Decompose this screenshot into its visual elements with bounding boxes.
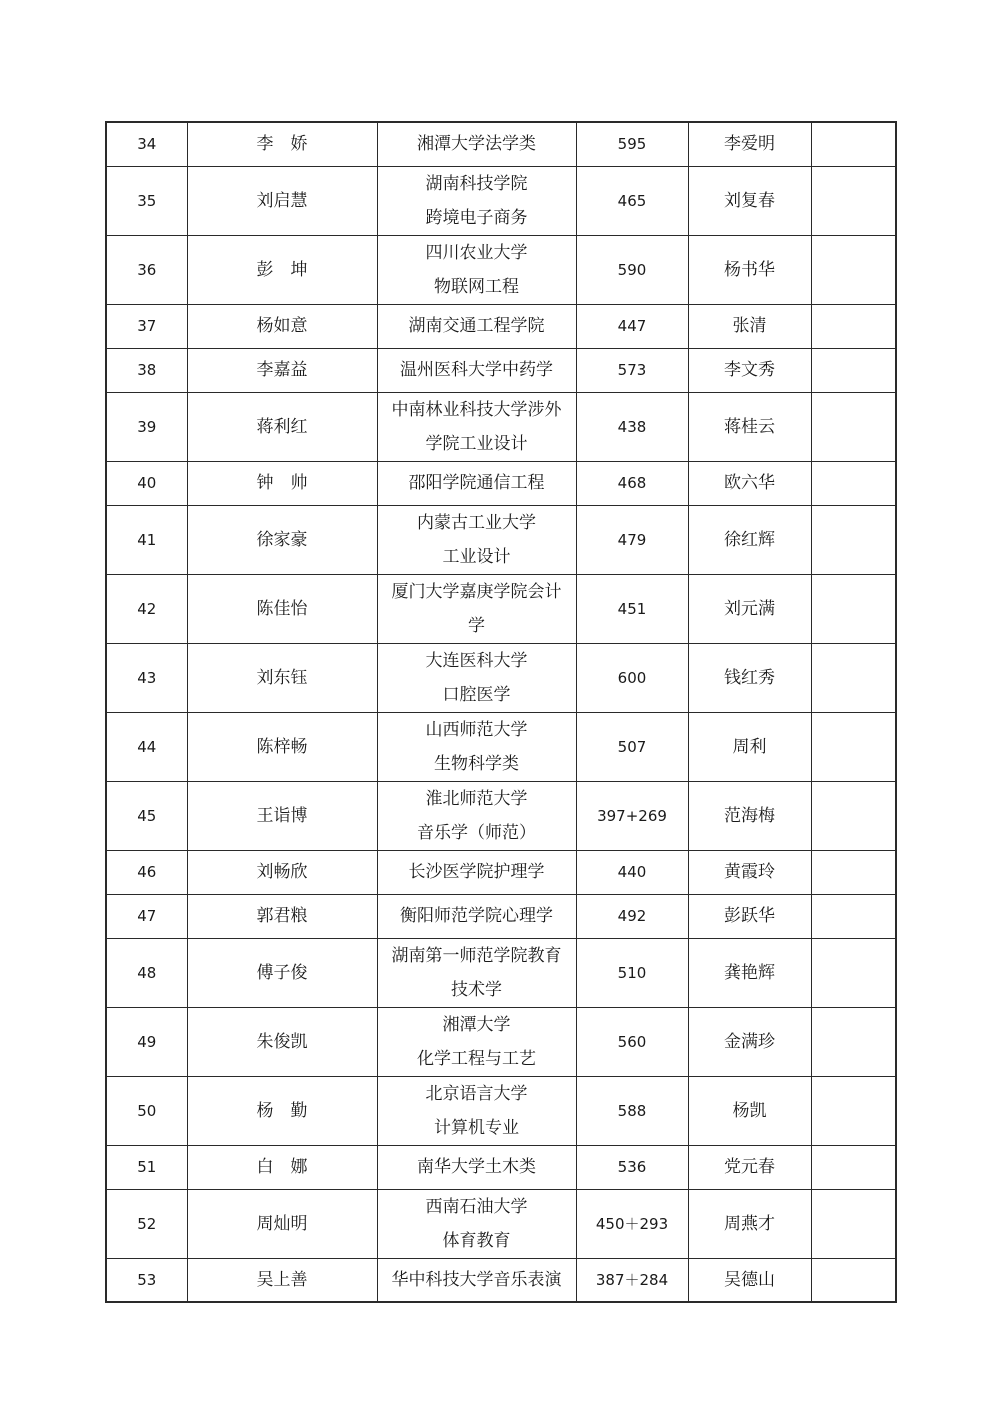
remark-cell <box>811 894 896 938</box>
remark-cell <box>811 1076 896 1145</box>
student-name-cell: 蒋利红 <box>187 392 377 461</box>
row-number-cell: 53 <box>106 1258 187 1302</box>
table-row <box>106 1189 896 1258</box>
student-name-cell: 刘启慧 <box>187 166 377 235</box>
table-row <box>106 574 896 643</box>
table-row <box>106 166 896 235</box>
remark-cell <box>811 348 896 392</box>
row-number-cell: 45 <box>106 781 187 850</box>
exam-score-cell: 595 <box>576 122 688 166</box>
exam-score-cell: 536 <box>576 1145 688 1189</box>
table-row <box>106 392 896 461</box>
row-number-cell: 39 <box>106 392 187 461</box>
student-name-cell: 白 娜 <box>187 1145 377 1189</box>
parent-name-cell: 龚艳辉 <box>688 938 811 1007</box>
admitted-school-cell: 淮北师范大学 音乐学（师范） <box>377 781 576 850</box>
admitted-school-cell: 衡阳师范学院心理学 <box>377 894 576 938</box>
row-number-cell: 48 <box>106 938 187 1007</box>
parent-name-cell: 张清 <box>688 304 811 348</box>
row-number-cell: 38 <box>106 348 187 392</box>
admitted-school-cell: 大连医科大学 口腔医学 <box>377 643 576 712</box>
remark-cell <box>811 938 896 1007</box>
admitted-school-cell: 西南石油大学 体育教育 <box>377 1189 576 1258</box>
row-number-cell: 49 <box>106 1007 187 1076</box>
table-row <box>106 348 896 392</box>
student-name-cell: 王诣博 <box>187 781 377 850</box>
admitted-school-cell: 湘潭大学法学类 <box>377 122 576 166</box>
parent-name-cell: 李文秀 <box>688 348 811 392</box>
student-name-cell: 傅子俊 <box>187 938 377 1007</box>
exam-score-cell: 465 <box>576 166 688 235</box>
parent-name-cell: 吴德山 <box>688 1258 811 1302</box>
remark-cell <box>811 781 896 850</box>
roster-table <box>105 121 897 1303</box>
row-number-cell: 42 <box>106 574 187 643</box>
table-row <box>106 1145 896 1189</box>
parent-name-cell: 蒋桂云 <box>688 392 811 461</box>
parent-name-cell: 杨书华 <box>688 235 811 304</box>
admitted-school-cell: 北京语言大学 计算机专业 <box>377 1076 576 1145</box>
table-row <box>106 1076 896 1145</box>
student-name-cell: 刘畅欣 <box>187 850 377 894</box>
table-row <box>106 938 896 1007</box>
remark-cell <box>811 712 896 781</box>
remark-cell <box>811 1145 896 1189</box>
table-row <box>106 1007 896 1076</box>
row-number-cell: 43 <box>106 643 187 712</box>
student-name-cell: 陈佳怡 <box>187 574 377 643</box>
exam-score-cell: 507 <box>576 712 688 781</box>
row-number-cell: 47 <box>106 894 187 938</box>
admitted-school-cell: 华中科技大学音乐表演 <box>377 1258 576 1302</box>
remark-cell <box>811 1189 896 1258</box>
remark-cell <box>811 392 896 461</box>
exam-score-cell: 447 <box>576 304 688 348</box>
table-row <box>106 505 896 574</box>
remark-cell <box>811 850 896 894</box>
remark-cell <box>811 304 896 348</box>
exam-score-cell: 510 <box>576 938 688 1007</box>
parent-name-cell: 徐红辉 <box>688 505 811 574</box>
row-number-cell: 46 <box>106 850 187 894</box>
exam-score-cell: 397+269 <box>576 781 688 850</box>
remark-cell <box>811 1007 896 1076</box>
student-name-cell: 李嘉益 <box>187 348 377 392</box>
student-name-cell: 刘东钰 <box>187 643 377 712</box>
admitted-school-cell: 邵阳学院通信工程 <box>377 461 576 505</box>
table-row <box>106 643 896 712</box>
exam-score-cell: 450＋293 <box>576 1189 688 1258</box>
admitted-school-cell: 内蒙古工业大学 工业设计 <box>377 505 576 574</box>
remark-cell <box>811 643 896 712</box>
parent-name-cell: 周利 <box>688 712 811 781</box>
row-number-cell: 37 <box>106 304 187 348</box>
admitted-school-cell: 长沙医学院护理学 <box>377 850 576 894</box>
table-row <box>106 122 896 166</box>
admitted-school-cell: 南华大学土木类 <box>377 1145 576 1189</box>
table-row <box>106 1258 896 1302</box>
remark-cell <box>811 235 896 304</box>
remark-cell <box>811 461 896 505</box>
parent-name-cell: 黄霞玲 <box>688 850 811 894</box>
row-number-cell: 36 <box>106 235 187 304</box>
exam-score-cell: 451 <box>576 574 688 643</box>
row-number-cell: 50 <box>106 1076 187 1145</box>
student-name-cell: 杨如意 <box>187 304 377 348</box>
student-name-cell: 朱俊凯 <box>187 1007 377 1076</box>
parent-name-cell: 党元春 <box>688 1145 811 1189</box>
row-number-cell: 41 <box>106 505 187 574</box>
row-number-cell: 40 <box>106 461 187 505</box>
remark-cell <box>811 574 896 643</box>
student-name-cell: 钟 帅 <box>187 461 377 505</box>
remark-cell <box>811 505 896 574</box>
exam-score-cell: 479 <box>576 505 688 574</box>
exam-score-cell: 492 <box>576 894 688 938</box>
student-name-cell: 周灿明 <box>187 1189 377 1258</box>
admitted-school-cell: 山西师范大学 生物科学类 <box>377 712 576 781</box>
remark-cell <box>811 1258 896 1302</box>
table-row <box>106 461 896 505</box>
admitted-school-cell: 湘潭大学 化学工程与工艺 <box>377 1007 576 1076</box>
admitted-school-cell: 湖南科技学院 跨境电子商务 <box>377 166 576 235</box>
student-name-cell: 杨 勤 <box>187 1076 377 1145</box>
remark-cell <box>811 166 896 235</box>
row-number-cell: 51 <box>106 1145 187 1189</box>
row-number-cell: 44 <box>106 712 187 781</box>
exam-score-cell: 590 <box>576 235 688 304</box>
admitted-school-cell: 湖南交通工程学院 <box>377 304 576 348</box>
parent-name-cell: 欧六华 <box>688 461 811 505</box>
exam-score-cell: 438 <box>576 392 688 461</box>
admitted-school-cell: 四川农业大学 物联网工程 <box>377 235 576 304</box>
admitted-school-cell: 湖南第一师范学院教育 技术学 <box>377 938 576 1007</box>
exam-score-cell: 600 <box>576 643 688 712</box>
remark-cell <box>811 122 896 166</box>
table-row <box>106 781 896 850</box>
parent-name-cell: 周燕才 <box>688 1189 811 1258</box>
admitted-school-cell: 中南林业科技大学涉外 学院工业设计 <box>377 392 576 461</box>
exam-score-cell: 440 <box>576 850 688 894</box>
parent-name-cell: 钱红秀 <box>688 643 811 712</box>
table-row <box>106 235 896 304</box>
parent-name-cell: 金满珍 <box>688 1007 811 1076</box>
row-number-cell: 35 <box>106 166 187 235</box>
student-name-cell: 陈梓畅 <box>187 712 377 781</box>
table-row <box>106 712 896 781</box>
table-row <box>106 894 896 938</box>
student-name-cell: 李 娇 <box>187 122 377 166</box>
student-name-cell: 吴上善 <box>187 1258 377 1302</box>
parent-name-cell: 彭跃华 <box>688 894 811 938</box>
admitted-school-cell: 温州医科大学中药学 <box>377 348 576 392</box>
student-name-cell: 彭 坤 <box>187 235 377 304</box>
row-number-cell: 34 <box>106 122 187 166</box>
admitted-school-cell: 厦门大学嘉庚学院会计 学 <box>377 574 576 643</box>
roster-table-body <box>106 122 896 1302</box>
student-name-cell: 徐家豪 <box>187 505 377 574</box>
parent-name-cell: 刘元满 <box>688 574 811 643</box>
exam-score-cell: 468 <box>576 461 688 505</box>
exam-score-cell: 588 <box>576 1076 688 1145</box>
table-row <box>106 304 896 348</box>
student-name-cell: 郭君粮 <box>187 894 377 938</box>
parent-name-cell: 杨凯 <box>688 1076 811 1145</box>
exam-score-cell: 387＋284 <box>576 1258 688 1302</box>
exam-score-cell: 573 <box>576 348 688 392</box>
row-number-cell: 52 <box>106 1189 187 1258</box>
parent-name-cell: 李爱明 <box>688 122 811 166</box>
parent-name-cell: 刘复春 <box>688 166 811 235</box>
table-row <box>106 850 896 894</box>
exam-score-cell: 560 <box>576 1007 688 1076</box>
parent-name-cell: 范海梅 <box>688 781 811 850</box>
